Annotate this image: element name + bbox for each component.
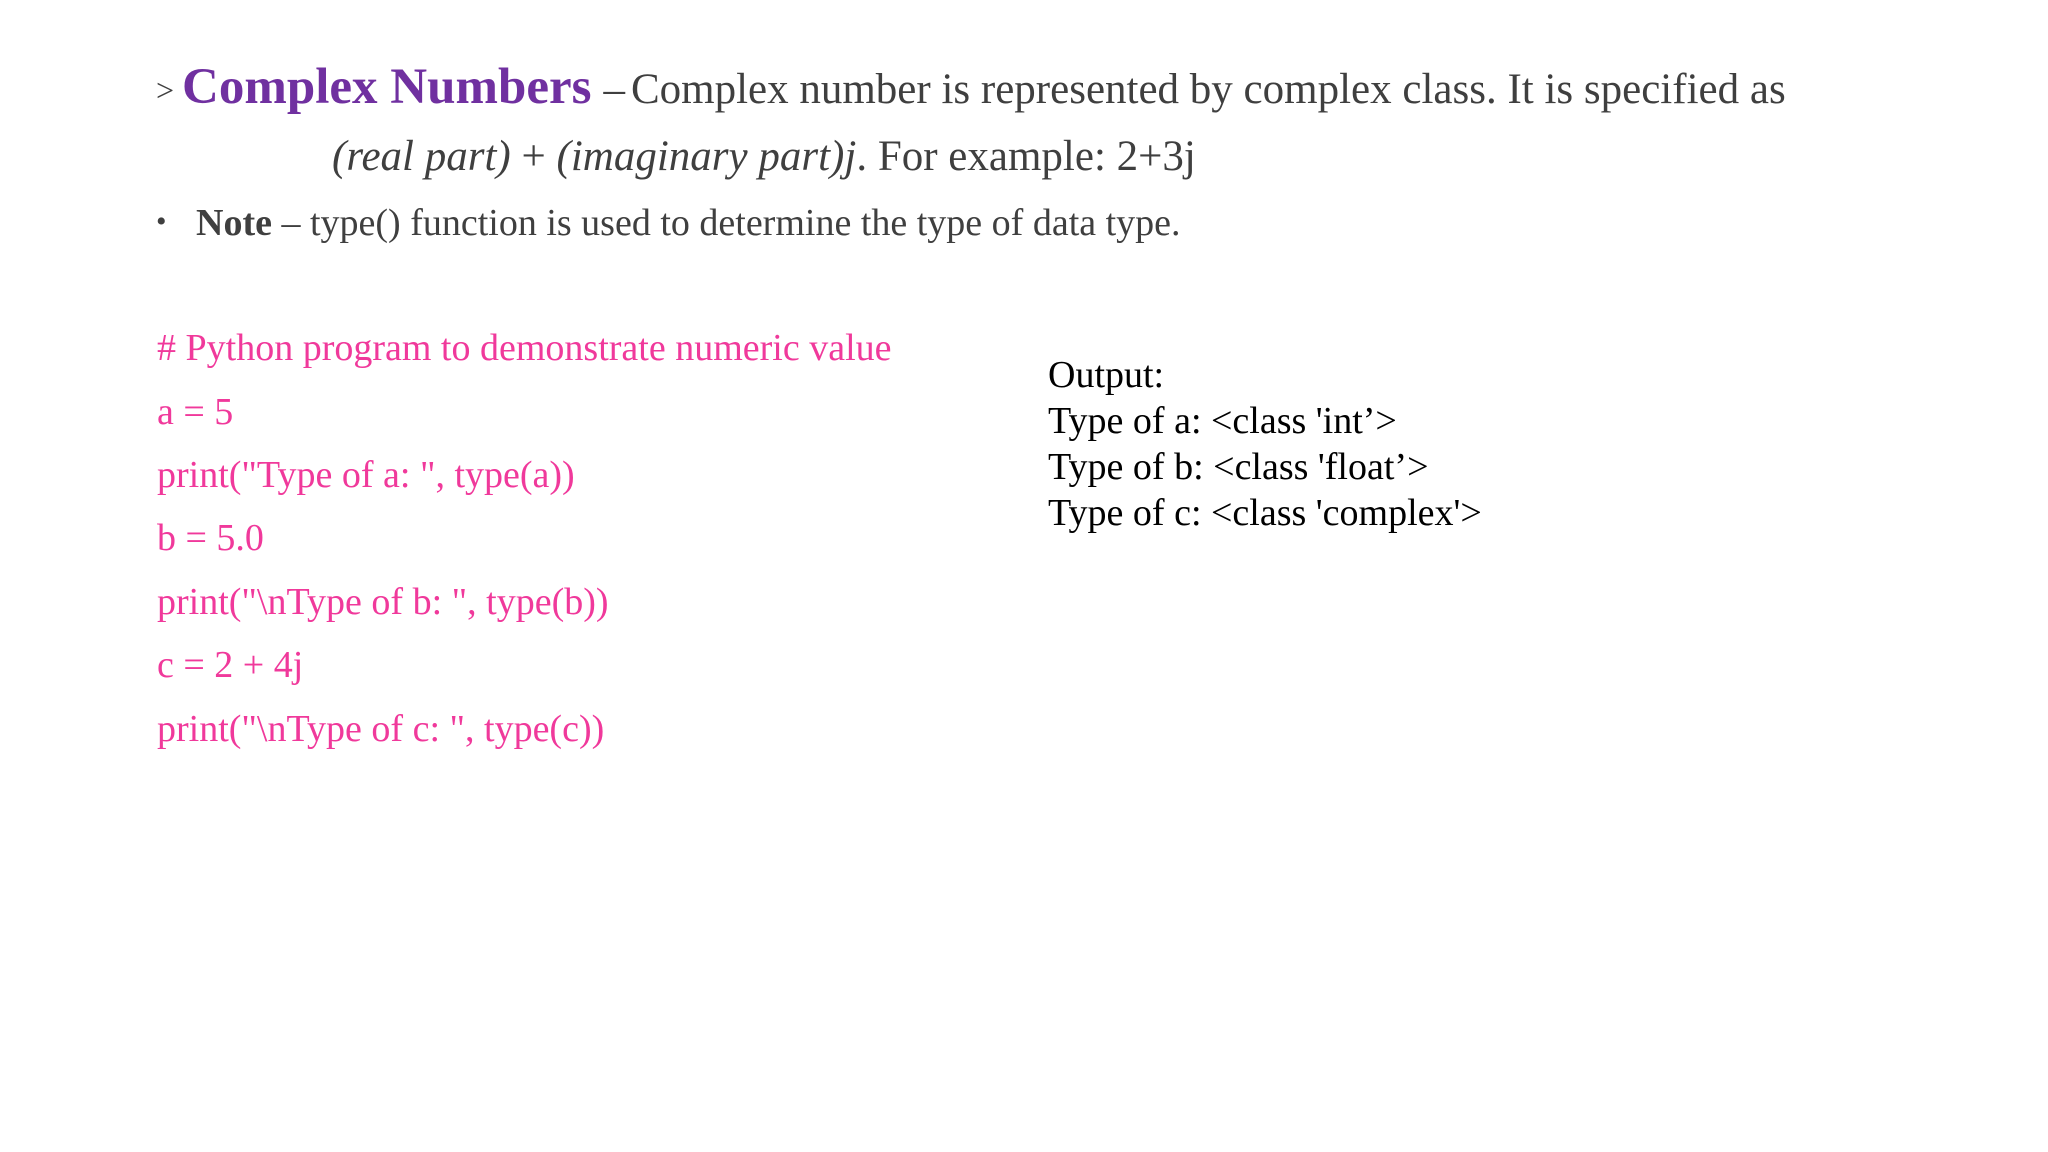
arrow-bullet-icon: > [156, 72, 175, 108]
code-line-assign-b: b = 5.0 [157, 517, 264, 559]
heading-term: Complex Numbers [182, 59, 592, 115]
heading-line [156, 52, 1786, 125]
output-line-a: Type of a: <class 'int’> [1048, 400, 1397, 442]
output-line-b: Type of b: <class 'float’> [1048, 446, 1429, 488]
code-line-print-a: print("Type of a: ", type(a)) [157, 454, 575, 496]
code-line-assign-a: a = 5 [157, 391, 234, 433]
code-line-print-b: print("\nType of b: ", type(b)) [157, 581, 609, 623]
formula-example: . For example: 2+3j [856, 133, 1196, 180]
note-text: – type() function is used to determine the type of data type. [271, 202, 1181, 244]
formula-line [332, 124, 1196, 190]
output-block [1048, 352, 1748, 552]
formula-imaginary-part: (imaginary part)j [556, 133, 857, 180]
heading-dash: – [603, 66, 625, 113]
output-title: Output: [1048, 354, 1165, 396]
code-line-print-c: print("\nType of c: ", type(c)) [157, 708, 605, 750]
formula-real-part: (real part) [332, 133, 511, 180]
note-label: Note [196, 202, 272, 244]
code-line-assign-c: c = 2 + 4j [157, 644, 304, 686]
code-line-comment: # Python program to demonstrate numeric value [157, 327, 892, 369]
note-line [156, 192, 1181, 253]
heading-description: Complex number is represented by complex class. It is specified as [630, 66, 1786, 113]
output-line-c: Type of c: <class 'complex'> [1048, 492, 1482, 534]
code-block [157, 318, 1017, 768]
bullet-icon: • [156, 205, 167, 238]
formula-plus: + [510, 133, 557, 180]
